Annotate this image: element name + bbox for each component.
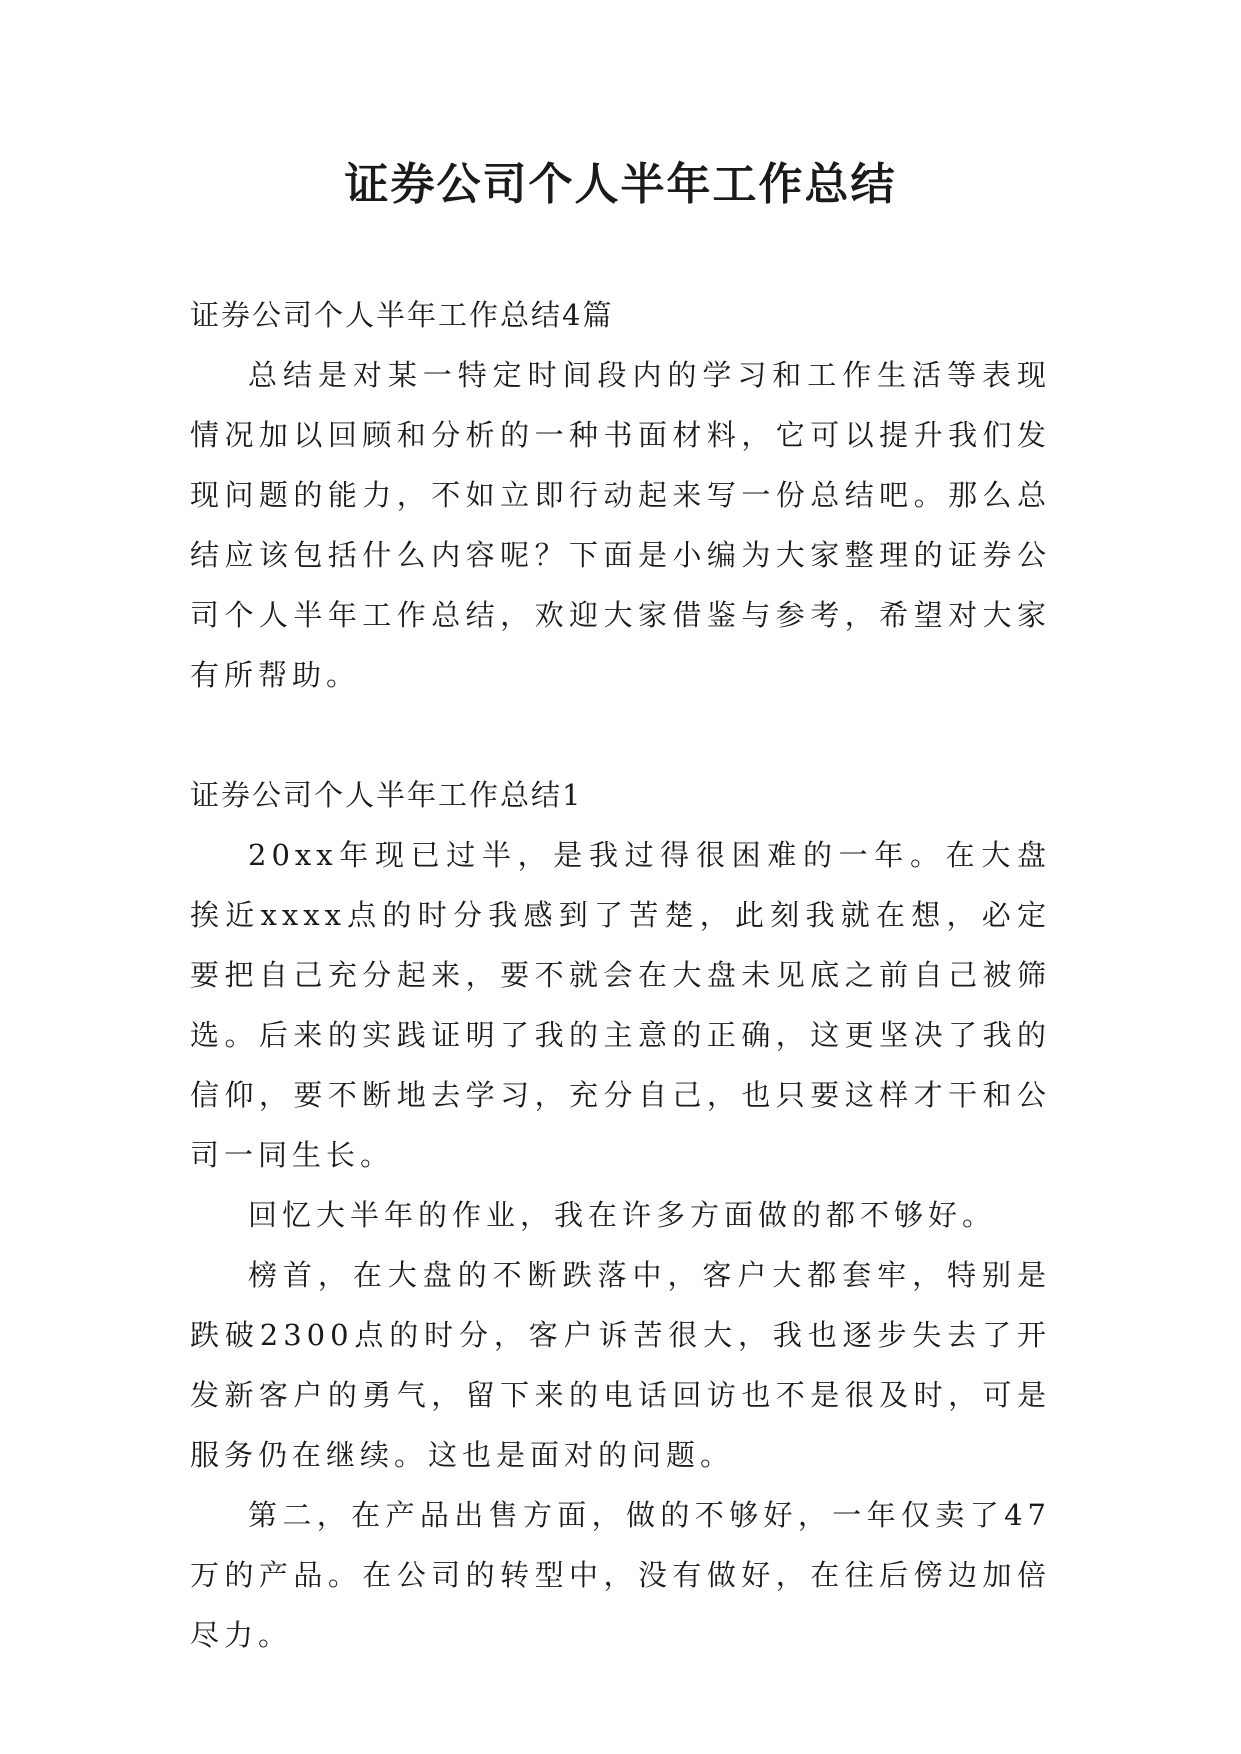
section-spacer [190,705,1051,765]
section-heading-1: 证券公司个人半年工作总结1 [190,778,583,812]
intro-heading: 证券公司个人半年工作总结4篇 [190,298,614,332]
document-title: 证券公司个人半年工作总结 [344,159,897,210]
body-paragraph: 榜首，在大盘的不断跌落中，客户大都套牢，特别是跌破2300点的时分，客户诉苦很大，我也逐步失去了开发新客户的勇气，留下来的电话回访也不是很及时，可是服务仍在继续。这也是面对的问题。 [190,1258,1051,1472]
body-paragraph: 第二，在产品出售方面，做的不够好，一年仅卖了47万的产品。在公司的转型中，没有做好，在往后傍边加倍尽力。 [190,1498,1051,1652]
intro-paragraph: 总结是对某一特定时间段内的学习和工作生活等表现情况加以回顾和分析的一种书面材料，它可以提升我们发现问题的能力，不如立即行动起来写一份总结吧。那么总结应该包括什么内容呢？下面是小编为大家整理的证券公司个人半年工作总结，欢迎大家借鉴与参考，希望对大家有所帮助。 [190,358,1051,692]
body-paragraph: 20xx年现已过半，是我过得很困难的一年。在大盘挨近xxxx点的时分我感到了苦楚，此刻我就在想，必定要把自己充分起来，要不就会在大盘未见底之前自己被筛选。后来的实践证明了我的主意的正确，这更坚决了我的信仰，要不断地去学习，充分自己，也只要这样才干和公司一同生长。 [190,838,1051,1172]
body-paragraph: 回忆大半年的作业，我在许多方面做的都不够好。 [248,1198,997,1232]
